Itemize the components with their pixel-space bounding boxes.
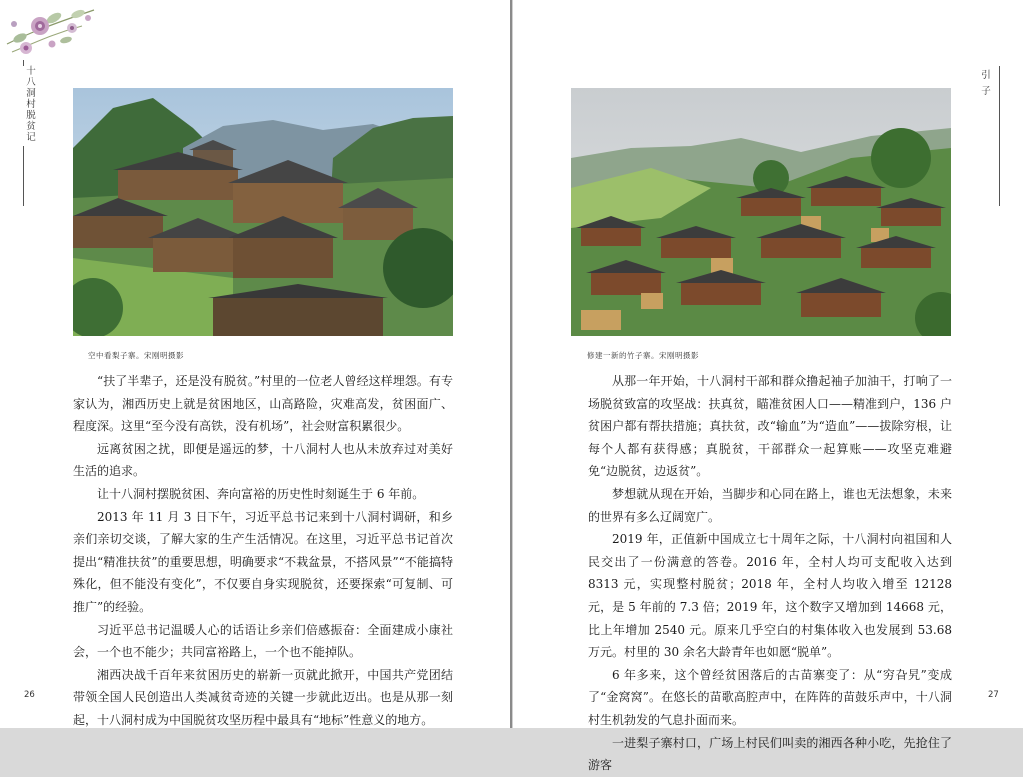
photo-liziza-aerial [73, 88, 453, 336]
paragraph: 让十八洞村摆脱贫困、奔向富裕的历史性时刻诞生于 6 年前。 [97, 486, 425, 501]
photo-caption: 修建一新的竹子寨。宋刚明摄影 [587, 351, 699, 360]
paragraph: 6 年多来，这个曾经贫困落后的古苗寨变了：从“穷旮旯”变成了“金窝窝”。在悠长的苗歌高腔声中，在阵阵的苗鼓乐声中，十八洞村生机勃发的气息扑面而来。 [588, 667, 952, 727]
title-rule-bottom [23, 146, 24, 206]
page-number: 26 [24, 690, 35, 700]
floral-ornament [2, 4, 98, 58]
paragraph: 从那一年开始，十八洞村干部和群众撸起袖子加油干，打响了一场脱贫致富的攻坚战：扶真贫，瞄准贫困人口——精准到户，136 户贫困户都有帮扶措施；真扶贫，改“输血”为“造血”——拔除穷根，让每个人都有获得感；真脱贫，干部群众一起算账——攻坚克难避免“边脱贫，边返贫”。 [588, 374, 952, 479]
photo-zhuziza [571, 88, 951, 336]
right-body-text [588, 370, 952, 777]
left-page [0, 0, 511, 728]
book-title-vertical: 十八洞村脱贫记 [26, 66, 36, 143]
paragraph: “扶了半辈子，还是没有脱贫。”村里的一位老人曾经这样埋怨。有专家认为，湘西历史上就是贫困地区，山高路险，灾难高发，贫困面广、程度深。这里“至今没有高铁，没有机场”，社会财富积累很少。 [73, 374, 453, 434]
paragraph: 2013 年 11 月 3 日下午，习近平总书记来到十八洞村调研，和乡亲们亲切交谈，了解大家的生产生活情况。在这里，习近平总书记首次提出“精准扶贫”的重要思想，明确要求“不栽盆景，不搭风景”“不能搞特殊化，但不能没有变化”，不仅要自身实现脱贫，还要探索“可复制、可推广”的经验。 [73, 509, 453, 614]
paragraph: 远离贫困之扰，即便是遥远的梦，十八洞村人也从未放弃过对美好生活的追求。 [73, 441, 453, 479]
page-number: 27 [988, 690, 999, 700]
chapter-rule [999, 66, 1000, 206]
photo-caption: 空中看梨子寨。宋刚明摄影 [88, 351, 184, 360]
paragraph: 习近平总书记温暖人心的话语让乡亲们倍感振奋：全面建成小康社会，一个也不能少；共同富裕路上，一个也不能掉队。 [73, 622, 453, 660]
left-body-text [73, 370, 453, 728]
paragraph: 梦想就从现在开始，当脚步和心同在路上，谁也无法想象，未来的世界有多么辽阔宽广。 [588, 486, 952, 524]
paragraph: 一进梨子寨村口，广场上村民们叫卖的湘西各种小吃，先抢住了游客 [588, 735, 952, 773]
paragraph: 2019 年，正值新中国成立七十周年之际，十八洞村向祖国和人民交出了一份满意的答卷。2016 年，全村人均可支配收入达到 8313 元，实现整村脱贫；2018 年，全村人均收入增至 12128 元，是 5 年前的 7.3 倍；2019 年，这个数字又增加到 14668 元，比上年增加 2540 元。原来几乎空白的村集体收入也发展到 53.68 万元。村里的 30 余名大龄青年也如愿“脱单”。 [588, 532, 952, 660]
paragraph: 湘西决战千百年来贫困历史的崭新一页就此掀开，中国共产党团结带领全国人民创造出人类减贫奇迹的关键一步就此迈出。也是从那一刻起，十八洞村成为中国脱贫攻坚历程中最具有“地标”性意义的地方。 [73, 667, 453, 727]
chapter-title-vertical: 引子 [981, 70, 991, 97]
